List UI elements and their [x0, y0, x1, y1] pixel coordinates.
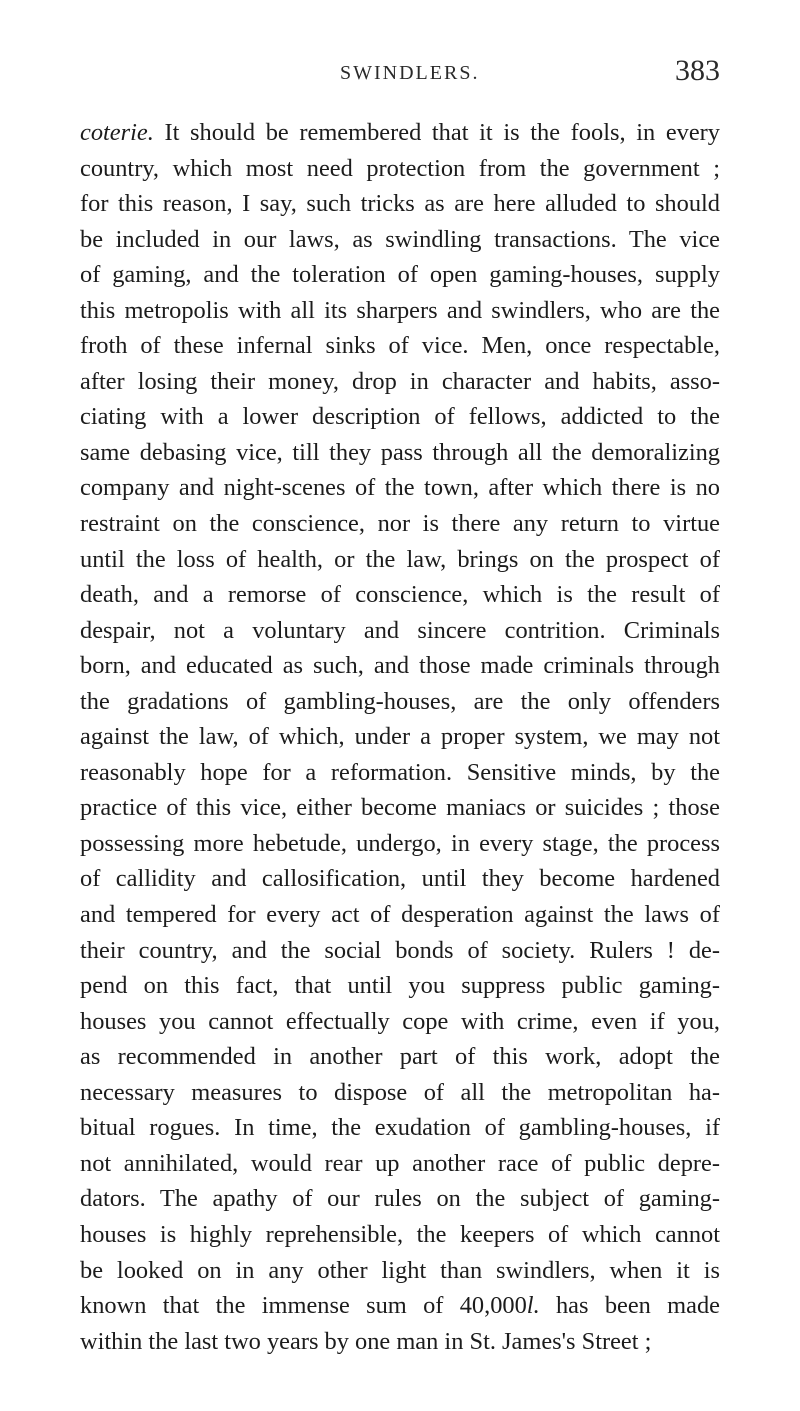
text-line: company and night-scenes of the town, after which there is no	[80, 474, 720, 502]
text-line: dators. The apathy of our rules on the subject of gaming-	[80, 1185, 720, 1213]
text-line: be included in our laws, as swindling transactions. The vice	[80, 225, 720, 253]
running-head: SWINDLERS.	[340, 62, 480, 84]
text-line: reasonably hope for a reformation. Sensitive minds, by the	[80, 758, 720, 786]
text-line: practice of this vice, either become maniacs or suicides ; those	[80, 794, 720, 822]
line-text: has been made	[539, 1292, 720, 1320]
text-line: after losing their money, drop in character and habits, asso-	[80, 367, 720, 395]
text-line: pend on this fact, that until you suppress public gaming-	[80, 972, 720, 1000]
text-line: of gaming, and the toleration of open gaming-houses, supply	[80, 261, 720, 289]
text-line: not annihilated, would rear up another race of public depre-	[80, 1149, 720, 1177]
body-text	[80, 115, 720, 1359]
text-line: within the last two years by one man in St. James's Street ;	[80, 1327, 652, 1355]
line-text: known that the immense sum of 40,000	[80, 1292, 527, 1320]
text-line: country, which most need protection from the government ;	[80, 154, 720, 182]
text-line: born, and educated as such, and those made criminals through	[80, 652, 720, 680]
text-line: houses you cannot effectually cope with crime, even if you,	[80, 1007, 720, 1035]
text-line: froth of these infernal sinks of vice. Men, once respectable,	[80, 332, 720, 360]
text-line: the gradations of gambling-houses, are the only offenders	[80, 687, 720, 715]
text-line: same debasing vice, till they pass through all the demoralizing	[80, 438, 720, 466]
text-line: their country, and the social bonds of society. Rulers ! de-	[80, 936, 720, 964]
text-line: of callidity and callosification, until they become hardened	[80, 865, 720, 893]
text-line: be looked on in any other light than swindlers, when it is	[80, 1256, 720, 1284]
text-line: against the law, of which, under a proper system, we may not	[80, 723, 720, 751]
line-text: It should be remembered that it is the fools, in every	[153, 119, 720, 146]
text-line: as recommended in another part of this work, adopt the	[80, 1043, 720, 1071]
text-line	[80, 1288, 720, 1324]
text-line: despair, not a voluntary and sincere contrition. Criminals	[80, 616, 720, 644]
text-line: death, and a remorse of conscience, which is the result of	[80, 581, 720, 609]
text-line: bitual rogues. In time, the exudation of gambling-houses, if	[80, 1114, 720, 1142]
text-line: houses is highly reprehensible, the keepers of which cannot	[80, 1220, 720, 1248]
text-line: ciating with a lower description of fellows, addicted to the	[80, 403, 720, 431]
text-line: for this reason, I say, such tricks as are here alluded to should	[80, 190, 720, 218]
text-line: possessing more hebetude, undergo, in every stage, the process	[80, 829, 720, 857]
currency-symbol: l.	[526, 1292, 540, 1320]
text-line: this metropolis with all its sharpers and swindlers, who are the	[80, 296, 720, 324]
italic-word: coterie.	[80, 119, 154, 146]
text-line: and tempered for every act of desperation against the laws of	[80, 901, 720, 929]
text-line: necessary measures to dispose of all the metropolitan ha-	[80, 1078, 720, 1106]
text-line	[80, 115, 720, 151]
text-line: restraint on the conscience, nor is there any return to virtue	[80, 510, 720, 538]
page-number: 383	[675, 54, 720, 87]
text-line: until the loss of health, or the law, brings on the prospect of	[80, 545, 720, 573]
